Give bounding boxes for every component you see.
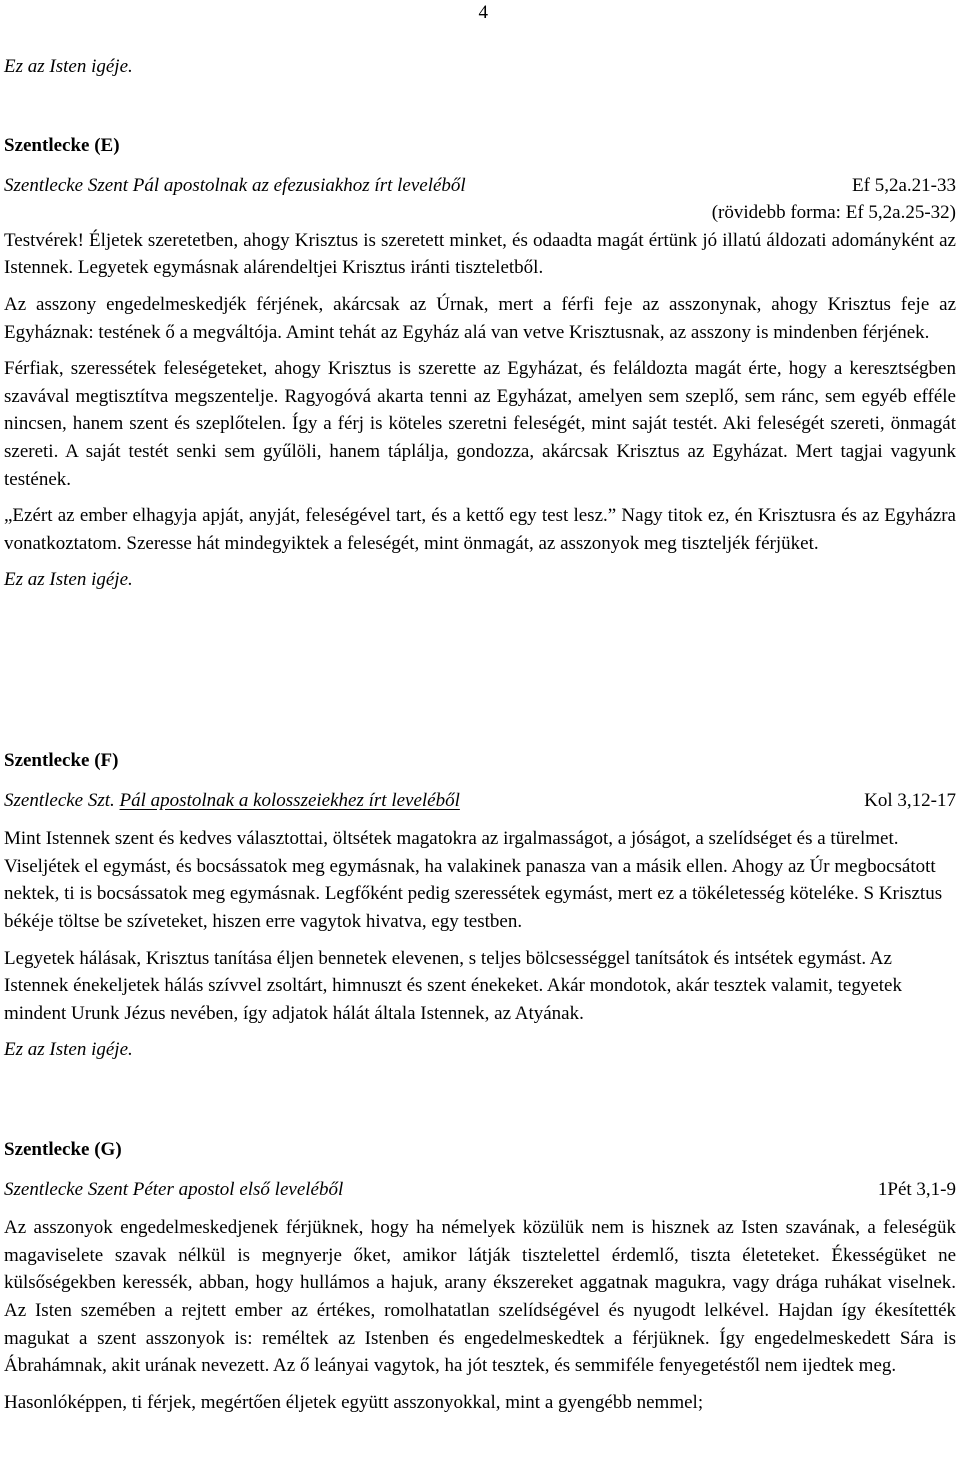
section-e-source-row <box>4 172 956 200</box>
section-g-source-row <box>4 1176 956 1204</box>
section-e-paragraph-3: Férfiak, szeressétek feleségeteket, ahogy Krisztus is szerette az Egyházat, és feláldozta magát érte, hogy a keresztségben szavával megtisztítva megszentelje. Ragyogóvá akarta tenni az Egyházat, amelyen sem szeplő, sem ránc, sem egyéb efféle nincsen, hanem szent és szeplőtelen. Így a férj is köteles szeretni feleségét, mint saját testét. Aki feleségét szereti, önmagát szereti. A saját testét senki sem gyűlöli, hanem táplálja, gondozza, akárcsak Krisztus az Egyházat. Mert tagjai vagyunk testének. <box>4 358 956 490</box>
section-e-heading: Szentlecke (E) <box>4 135 120 156</box>
section-e <box>4 132 956 594</box>
section-f-paragraph-2: Legyetek hálásak, Krisztus tanítása éljen bennetek elevenen, s teljes bölcsességgel tanítsátok és intsétek egymást. Az Istennek énekeljetek hálás szívvel zsoltárt, himnuszt és szent énekeket. Akár mondotok, akár tesztek valamit, tegyetek mindent Urunk Jézus nevében, így adjatok hálát általa Istennek, az Atyának. <box>4 947 902 1024</box>
section-e-paragraph-2: Az asszony engedelmeskedjék férjének, akárcsak az Úrnak, mert a férfi feje az asszonynak, ahogy Krisztus feje az Egyháznak: testének ő a megváltója. Amint tehát az Egyház alá van vetve Krisztusnak, az asszony is mindenben férjének. <box>4 293 956 343</box>
section-e-ref-short: (rövidebb forma: Ef 5,2a.25-32) <box>711 202 956 224</box>
section-g-source: Szentlecke Szent Péter apostol első leveléből <box>4 1178 344 1200</box>
section-f-paragraph-1: Mint Istennek szent és kedves választottai, öltsétek magatokra az irgalmasságot, a jóságot, a szelídséget és a türelmet. Viseljétek el egymást, és bocsássatok meg egymásnak, ha valakinek panasza van a másik ellen. Ahogy az Úr megbocsátott nektek, ti is bocsássatok meg egymásnak. Legfőként pedig szeressétek egymást, mert ez a tökéletesség köteléke. S Krisztus békéje töltse be szíveteket, hiszen erre vagytok hivatva, egy testben. <box>4 828 943 932</box>
section-e-ref: Ef 5,2a.21-33 <box>852 174 956 196</box>
section-f-source-prefix: Szentlecke Szt. <box>4 789 120 811</box>
section-e-paragraph-1: Testvérek! Éljetek szeretetben, ahogy Krisztus is szeretett minket, és odaadta magát értünk jó illatú áldozati adományként az Istennek. Legyetek egymásnak alárendeltjei Krisztus iránti tiszteletből. <box>4 229 956 279</box>
page-number: 4 <box>478 2 488 23</box>
section-g <box>4 1136 956 1416</box>
section-e-closing: Ez az Isten igéje. <box>4 569 133 591</box>
section-g-paragraph-2: Hasonlóképpen, ti férjek, megértően éljetek együtt asszonyokkal, mint a gyengébb nemmel; <box>4 1391 704 1413</box>
section-g-paragraph-1: Az asszonyok engedelmeskedjenek férjüknek, hogy ha némelyek közülük nem is hisznek az Isten szavának, a feleségük magaviselete szavak nélkül is megnyerje őket, amikor látják tisztelettel érdemlő, tiszta életeteket. Ékességüket ne külsőségekben keressék, abban, hogy hullámos a hajuk, arany ékszereket aggatnak magukra, vagy drága ruhákat viselnek. Az Isten szemében a rejtett ember az értékes, romolhatatlan szelídségével és nyugodt lelkével. Hajdan így ékesítették magukat a szent asszonyok is: reméltek az Istenben és engedelmeskedtek a férjüknek. Így engedelmeskedett Sára is Ábrahámnak, akit urának nevezett. Az ő leányai vagytok, ha jót tesztek, és semmiféle fenyegetéstől nem ijedtek meg. <box>4 1217 956 1377</box>
top-closing <box>4 53 956 81</box>
section-g-ref: 1Pét 3,1-9 <box>877 1178 956 1200</box>
section-f-heading: Szentlecke (F) <box>4 750 119 771</box>
section-f-source <box>4 787 460 815</box>
section-f-source-rest: Pál apostolnak a kolosszeiekhez írt leveléből <box>119 789 460 811</box>
section-f-ref: Kol 3,12-17 <box>864 789 956 811</box>
closing-formula: Ez az Isten igéje. <box>4 56 133 77</box>
section-g-heading: Szentlecke (G) <box>4 1139 122 1160</box>
section-f-source-row <box>4 787 956 815</box>
section-f-closing: Ez az Isten igéje. <box>4 1039 133 1061</box>
section-e-paragraph-4: „Ezért az ember elhagyja apját, anyját, feleségével tart, és a kettő egy test lesz.” Nagy titok ez, én Krisztusra és az Egyházra vonatkoztatom. Szeresse hát mindegyiktek a feleségét, mint önmagát, az asszonyok meg tiszteljék férjüket. <box>4 505 956 554</box>
section-f <box>4 747 956 1064</box>
section-e-source: Szentlecke Szent Pál apostolnak az efezusiakhoz írt leveléből <box>4 174 466 196</box>
